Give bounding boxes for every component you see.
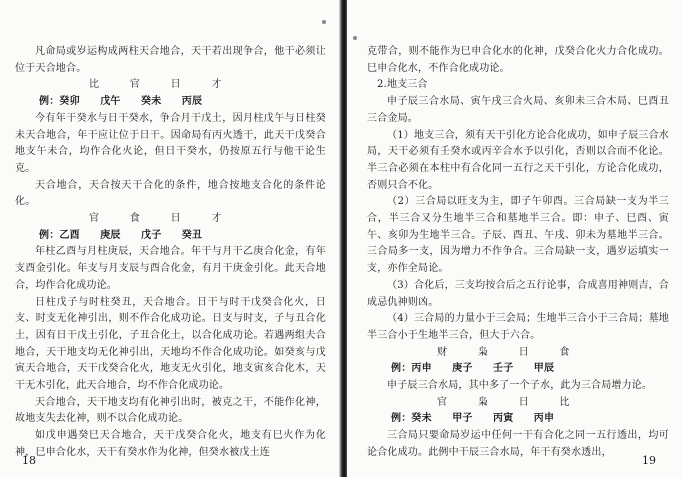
paragraph: 今有年干癸水与日干癸水，争合月干戊土，因月柱戊午与日柱癸未天合地合，年干应让位于日干。因命局有丙火透干，此天干戊癸合地支午未合，均作合化火论，但日干癸水，仍按原五行与他干论生克。: [15, 112, 326, 174]
left-page-text: [15, 44, 326, 462]
paragraph: 申子辰三合水局、寅午戌三合火局、亥卯未三合木局、巳酉丑三合金局。: [367, 96, 669, 124]
paragraph: （1）地支三合，须有天干引化方论合化成功，如申子辰三合水局，天干必须有壬癸水或丙辛合水予以引化，否则以合而不化论。半三合必须在本柱中有合化同一五行之天干引化，方论合化成功，否则只合不化。: [367, 129, 669, 191]
page-number: 18: [22, 454, 36, 467]
paragraph: 天合地合，天干地支均有化神引出时，被克之干，不能作化神，故地支失去化神，则不以合化成功论。: [15, 396, 326, 425]
example-pillars-row: 例：丙申 庚子 壬子 甲辰: [391, 363, 555, 375]
ink-speck: [322, 20, 326, 24]
paragraph: 年柱乙酉与月柱庚辰，天合地合。年干与月干乙庚合化金，有年支酉金引化。年支与月支辰与酉合化金，有月干庚金引化。此天合地合，均作合化成功论。: [15, 246, 326, 291]
paragraph: 申子辰三合水局，其中多了一个子水，此为三合局增力论。: [387, 380, 653, 392]
section-heading: 2.地支三合: [377, 79, 428, 91]
paragraph: 日柱戊子与时柱癸丑，天合地合。日干与时干戊癸合化火，日支、时支无化神引出，则不作合化成功论。日支与时支，子与丑合化土，因有日干戊土引化，子丑合化土，以合化成功论。若遇两组夫合地合，天干地支均无化神引出，天地均不作合化成功论。如癸亥与戊寅天合地合，天干戊癸合化火，地支无火引化，地支寅亥合化木，天干无木引化，此天合地合，均不作合化成功论。: [15, 296, 326, 392]
pillar-relations-row: 比 官 日 才: [89, 79, 222, 91]
paragraph: 如戊申遇癸巳天合地合，天干戊癸合化火，地支有巳火作为化神，巳申合化水，天干有癸水作为化神，但癸水被戊土连: [15, 430, 326, 458]
paragraph: 克带合，则不能作为巳申合化水的化神，戊癸合化火力合化成功。巳申合化水，不作合化成功论。: [367, 46, 669, 74]
right-page: [347, 0, 682, 477]
paragraph: 凡命局或岁运构成两柱天合地合，天干若出现争合，他干必须让位于天合地合。: [15, 46, 326, 74]
pillar-relations-row: 财 枭 日 食: [437, 346, 570, 358]
example-pillars-row: 例：癸未 甲子 丙寅 丙申: [391, 413, 555, 425]
page-number: 19: [642, 454, 656, 467]
pillar-relations-row: 官 枭 日 比: [437, 396, 570, 408]
paragraph: 天合地合，天合按天干合化的条件，地合按地支合化的条件论化。: [15, 179, 326, 208]
right-page-text: [367, 44, 669, 462]
paragraph: （4）三合局的力量小于三会局；生地半三合小于三合局；墓地半三合小于生地半三合，但大于六合。: [367, 313, 669, 341]
paragraph: （2）三合局以旺支为主，即子午卯酉。三合局缺一支为半三合，半三合又分生地半三合和墓地半三合。即：申子、巳酉、寅午、亥卯为生地半三合。子辰、酉丑、午戌、卯未为墓地半三合。三合局多一支，因为增力不作争合。三合局缺一支，遇岁运填实一支，亦作全局论。: [367, 196, 669, 275]
ink-speck: [353, 36, 357, 40]
pillar-relations-row: 官 食 日 才: [89, 213, 222, 225]
paragraph: （3）合化后，三支均按合后之五行论事，合成喜用神则吉，合成忌仇神则凶。: [367, 279, 669, 308]
paragraph: 三合局只要命局岁运中任何一干有合化之同一五行透出，均可论合化成功。此例中干辰三合水局，年干有癸水透出，: [367, 430, 669, 458]
example-pillars-row: 例：乙酉 庚辰 戊子 癸丑: [39, 229, 203, 241]
example-pillars-row: 例：癸卯 戊午 癸未 丙辰: [39, 96, 203, 108]
